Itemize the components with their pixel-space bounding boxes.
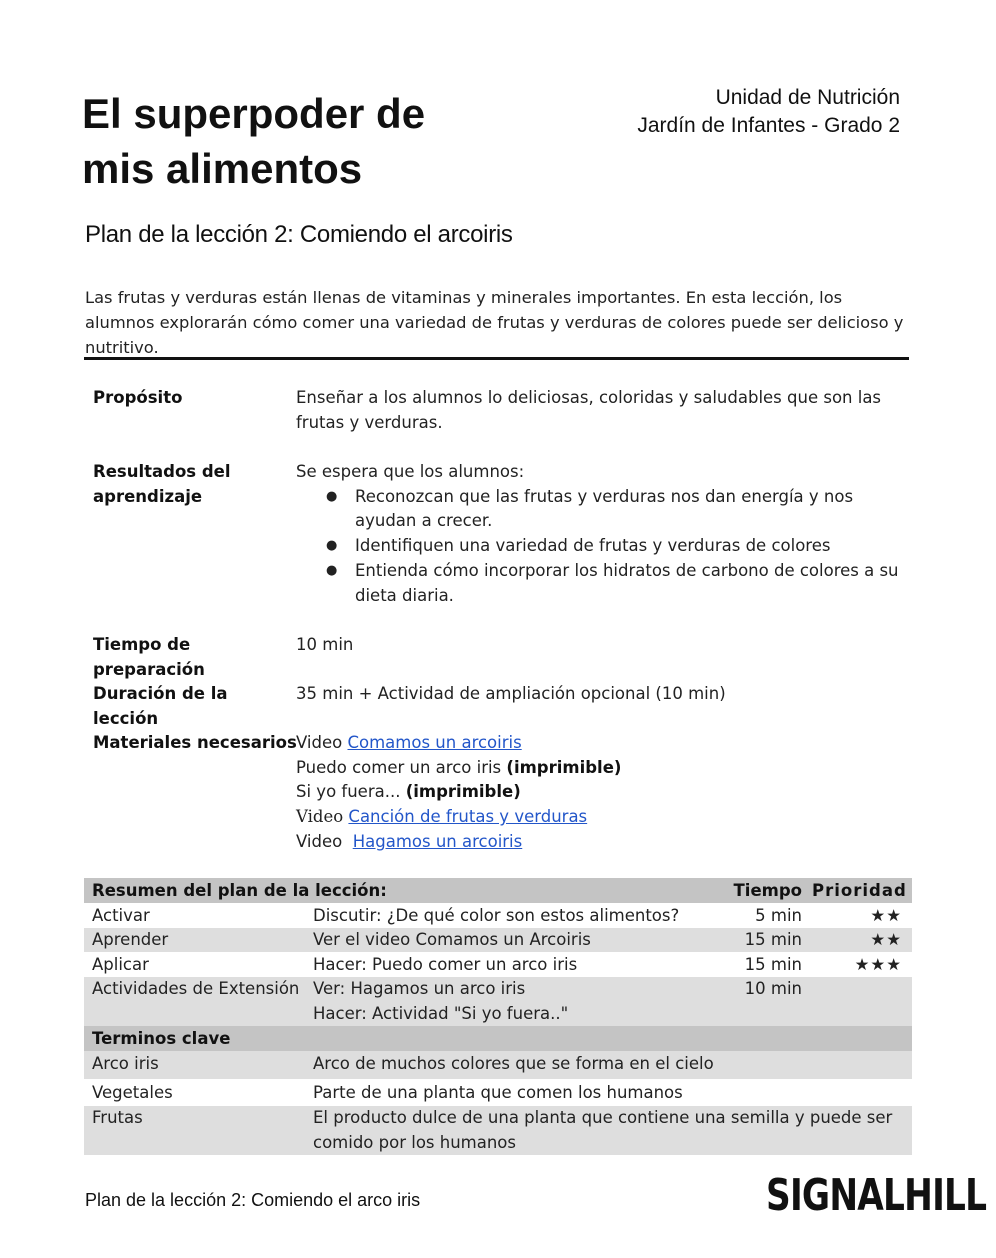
purpose-label: Propósito [93,388,183,407]
lesson-summary-table [84,878,912,1155]
material-prefix: Video [296,807,349,827]
outcomes-label-line-1: Resultados del [93,462,231,481]
term: Frutas [92,1108,143,1127]
page-title [82,86,562,196]
list-item: ● Identifiquen una variedad de frutas y verduras de colores [296,534,908,559]
section-divider [84,357,909,360]
table-row [84,1106,912,1155]
summary-header-label: Resumen del plan de la lección: [92,881,387,900]
priority-stars: ★★ [870,930,902,949]
activity-line-1: Ver: Hagamos un arco iris [313,979,526,998]
key-terms-header: Terminos clave [92,1029,231,1048]
list-item: ● Reconozcan que las frutas y verduras nos dan energía y nos ayudan a crecer. [296,485,908,534]
duration-label [93,682,228,731]
activity: Hacer: Puedo comer un arco iris [313,955,578,974]
table-row [84,928,912,952]
material-item [296,780,906,805]
duration-label-line-2: lección [93,708,159,728]
material-item [296,830,906,855]
key-terms-header-row [84,1026,912,1051]
outcomes-intro: Se espera que los alumnos: [296,462,525,481]
phase-name: Aprender [92,930,169,949]
outcomes-list [296,485,908,609]
outcomes-label [93,460,231,509]
definition: Arco de muchos colores que se forma en el cielo [313,1054,714,1073]
definition [313,1106,892,1155]
list-item: ● Entienda cómo incorporar los hidratos de carbono de colores a su dieta diaria. [296,559,908,608]
outcomes-value [296,460,908,608]
term: Arco iris [92,1054,159,1073]
phase-name: Aplicar [92,955,149,974]
material-text: Si yo fuera... [296,782,406,802]
duration-label-line-1: Duración de la [93,684,228,703]
activity: Discutir: ¿De qué color son estos alimentos? [313,906,680,925]
definition-line-1: El producto dulce de una planta que contiene una semilla y puede ser [313,1108,893,1127]
page-title-line-2: mis alimentos [82,145,363,192]
prep-value: 10 min [296,635,354,654]
activity: Ver el video Comamos un Arcoiris [313,930,591,949]
phase-name: Actividades de Extensión [92,979,300,998]
summary-header-row [84,878,912,903]
activity [313,977,568,1026]
lesson-title: Plan de la lección 2: Comiendo el arcoiris [85,221,513,248]
term: Vegetales [92,1083,173,1102]
video-link-cancion[interactable]: Canción de frutas y verduras [348,807,588,827]
time-header: Tiempo [733,881,802,900]
unit-info [637,84,900,140]
table-row [84,903,912,928]
definition-line-2: comido por los humanos [313,1132,517,1152]
footer-text: Plan de la lección 2: Comiendo el arco iris [85,1190,421,1210]
table-row [84,977,912,1026]
material-prefix: Video [296,831,353,851]
material-prefix: Video [296,733,348,752]
material-item [296,805,906,830]
phase-name: Activar [92,906,150,925]
intro-paragraph: Las frutas y verduras están llenas de vitaminas y minerales importantes. En esta lección, los alumnos explorarán cómo comer una variedad de frutas y verduras de colores puede ser delicioso y nutritivo. [85,288,904,357]
prep-label-line-2: preparación [93,659,205,679]
prep-label [93,633,205,682]
time: 15 min [744,930,802,949]
time: 10 min [744,979,802,998]
materials-list [296,731,906,855]
priority-stars: ★★ [870,906,902,925]
table-row [84,1051,912,1079]
time: 5 min [755,906,802,925]
material-note: (imprimible) [506,757,622,777]
material-text: Puedo comer un arco iris [296,757,507,777]
signalhill-logo: SIGNALHILL [766,1170,987,1221]
material-item [296,731,906,756]
materials-label: Materiales necesarios [93,733,297,752]
outcomes-label-line-2: aprendizaje [93,486,203,506]
material-item [296,756,906,781]
activity-line-2: Hacer: Actividad "Si yo fuera.." [313,1003,569,1023]
priority-header: Prioridad [812,881,907,900]
page-title-line-1: El superpoder de [82,90,426,137]
definition: Parte de una planta que comen los humanos [313,1083,683,1102]
video-link-comamos[interactable]: Comamos un arcoiris [347,733,522,752]
material-note: (imprimible) [405,782,521,802]
purpose-value: Enseñar a los alumnos lo deliciosas, coloridas y saludables que son las frutas y verduras. [296,388,882,432]
priority-stars: ★★★ [854,955,902,974]
grade-range: Jardín de Infantes - Grado 2 [637,114,900,137]
duration-value: 35 min + Actividad de ampliación opcional (10 min) [296,684,726,703]
table-row [84,952,912,977]
prep-label-line-1: Tiempo de [93,635,191,654]
time: 15 min [744,955,802,974]
unit-name: Unidad de Nutrición [715,86,900,109]
table-row [84,1079,912,1106]
video-link-hagamos[interactable]: Hagamos un arcoiris [352,831,523,851]
